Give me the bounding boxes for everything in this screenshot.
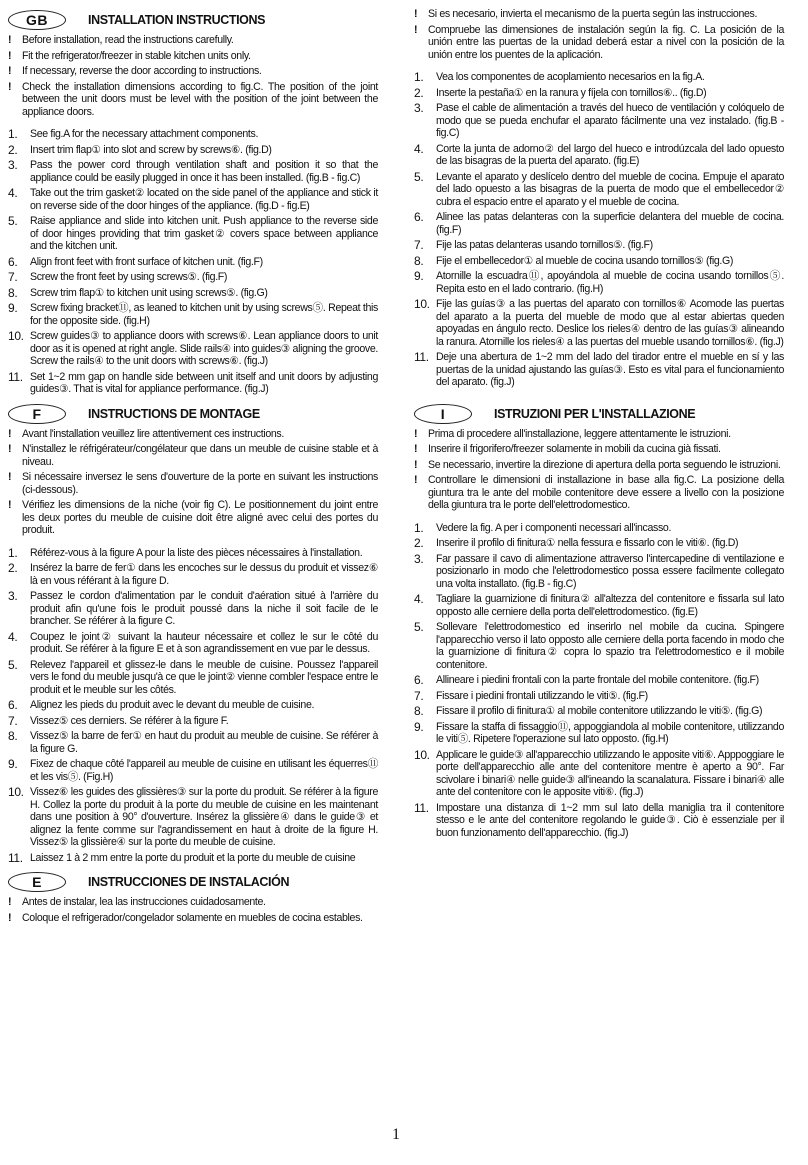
note-text: Prima di procedere all'installazione, leggere attentamente le istruzioni. bbox=[428, 427, 731, 440]
step-item bbox=[8, 590, 378, 628]
step-number: 9. bbox=[414, 269, 424, 283]
left-column bbox=[8, 8, 378, 930]
note-text: Inserire il frigorifero/freezer solamente in mobili da cucina già fissati. bbox=[428, 443, 721, 455]
step-item bbox=[8, 659, 378, 697]
step-number: 5. bbox=[414, 169, 424, 184]
step-number: 2. bbox=[8, 561, 18, 575]
warning-note bbox=[8, 34, 378, 47]
exclamation-icon: ! bbox=[8, 499, 12, 511]
step-item bbox=[8, 631, 378, 656]
note-text: Vérifiez les dimensions de la niche (voir fig C). Le positionnement du joint entre les deux portes du meuble de cuisine doit être aligné avec celui des portes du produit. bbox=[22, 499, 378, 536]
step-item bbox=[414, 351, 784, 389]
step-text: Take out the trim gasket② located on the side panel of the appliance and stick it on reverse side of the door hinges of the appliance. (fig.D - fig.E) bbox=[30, 187, 378, 212]
step-text: Deje una abertura de 1~2 mm del lado del tirador entre el mueble en sí y las puertas de la unidad ajustando las guías③. Esto es vital para el funcionamiento del aparato. (fig.J) bbox=[436, 351, 784, 388]
step-text: Screw trim flap① to kitchen unit using screws⑤. (fig.G) bbox=[30, 286, 268, 299]
warning-note bbox=[8, 896, 378, 909]
exclamation-icon: ! bbox=[8, 443, 12, 455]
step-text: Passez le cordon d'alimentation par le conduit d'aération situé à l'arrière du produit afin qu'une fois le produit poussé dans la niche il soit facile de le brancher. Se référer à la figure C. bbox=[30, 590, 378, 627]
step-number: 11. bbox=[8, 850, 23, 865]
step-item bbox=[414, 522, 784, 535]
warning-note bbox=[414, 443, 784, 456]
step-item bbox=[414, 593, 784, 618]
step-number: 3. bbox=[8, 589, 18, 603]
step-item bbox=[8, 128, 378, 141]
step-number: 1. bbox=[414, 520, 424, 535]
step-text: Référez-vous à la figure A pour la liste des pièces nécessaires à l'installation. bbox=[30, 546, 363, 559]
warning-note bbox=[414, 428, 784, 441]
note-text: Avant l'installation veuillez lire attentivement ces instructions. bbox=[22, 427, 284, 440]
exclamation-icon: ! bbox=[414, 458, 418, 471]
exclamation-icon: ! bbox=[414, 427, 418, 440]
step-text: Vissez⑥ les guides des glissières③ sur la porte du produit. Se référer à la figure H. Collez la porte du produit à la porte du meuble de cuisine en les maintenant dans une position à 90° d'ouverture. Insérez la glissière④ dans le guide③ et alignez la fente comme sur l'agrandissement en haut à droite de la figure H. Vissez⑤ la glissière④ sur la porte du meuble de cuisine. bbox=[30, 786, 378, 848]
spacer bbox=[8, 121, 378, 128]
note-text: Si nécessaire inversez le sens d'ouverture de la porte en suivant les instructions (ci-dessous). bbox=[22, 471, 378, 496]
spacer bbox=[414, 64, 784, 71]
exclamation-icon: ! bbox=[8, 911, 12, 924]
step-number: 2. bbox=[8, 142, 18, 157]
step-number: 11. bbox=[8, 369, 23, 384]
section-header bbox=[8, 8, 378, 32]
step-number: 8. bbox=[8, 729, 18, 743]
spacer bbox=[8, 540, 378, 547]
step-item bbox=[8, 371, 378, 396]
note-text: Before installation, read the instructions carefully. bbox=[22, 34, 234, 46]
step-text: Vissez⑤ ces derniers. Se référer à la figure F. bbox=[30, 714, 229, 727]
note-text: Si es necesario, invierta el mecanismo de la puerta según las instrucciones. bbox=[428, 8, 758, 20]
step-number: 10. bbox=[414, 747, 430, 762]
step-item bbox=[8, 271, 378, 284]
warning-note bbox=[414, 459, 784, 472]
step-item bbox=[8, 715, 378, 728]
exclamation-icon: ! bbox=[8, 896, 12, 908]
step-item bbox=[8, 287, 378, 300]
exclamation-icon: ! bbox=[8, 49, 12, 62]
step-text: Corte la junta de adorno② del largo del hueco e introdúzcala del lado opuesto de las bisagras de la puerta del aparato. (fig.E) bbox=[436, 142, 784, 167]
step-text: Vissez⑤ la barre de fer① en haut du produit au meuble de cuisine. Se référer à la figure G. bbox=[30, 730, 378, 755]
section-header bbox=[414, 402, 784, 426]
warning-note bbox=[8, 471, 378, 496]
step-item bbox=[8, 758, 378, 783]
step-item bbox=[414, 674, 784, 687]
step-number: 4. bbox=[8, 186, 18, 200]
step-item bbox=[414, 721, 784, 746]
step-number: 6. bbox=[8, 698, 18, 712]
step-number: 3. bbox=[8, 158, 18, 172]
step-item bbox=[414, 102, 784, 140]
exclamation-icon: ! bbox=[414, 443, 418, 455]
step-text: Align front feet with front surface of kitchen unit. (fig.F) bbox=[30, 255, 263, 268]
step-item bbox=[8, 215, 378, 253]
step-number: 5. bbox=[414, 620, 424, 634]
step-item bbox=[8, 730, 378, 755]
language-badge: GB bbox=[8, 10, 66, 30]
step-item bbox=[8, 187, 378, 212]
section-title: INSTRUCCIONES DE INSTALACIÓN bbox=[88, 875, 290, 889]
warning-note bbox=[8, 499, 378, 537]
language-badge: F bbox=[8, 404, 66, 424]
step-number: 4. bbox=[8, 629, 18, 644]
step-text: Levante el aparato y deslícelo dentro del mueble de cocina. Empuje el aparato del lado opuesto a las bisagras de la puerta de modo que el embellecedor② cubra el espacio entre el aparato y el mueble de cocina. bbox=[436, 170, 784, 208]
step-item bbox=[8, 144, 378, 157]
step-item bbox=[414, 255, 784, 268]
step-item bbox=[414, 143, 784, 168]
step-number: 3. bbox=[414, 101, 424, 115]
section-title: INSTALLATION INSTRUCTIONS bbox=[88, 13, 266, 27]
language-badge: E bbox=[8, 872, 66, 892]
step-number: 1. bbox=[8, 545, 18, 560]
step-text: Fissare il profilo di finitura① al mobile contenitore utilizzando le viti⑤. (fig.G) bbox=[436, 705, 763, 717]
exclamation-icon: ! bbox=[8, 34, 12, 46]
section-title: INSTRUCTIONS DE MONTAGE bbox=[88, 406, 260, 421]
step-item bbox=[8, 699, 378, 712]
step-number: 4. bbox=[414, 592, 424, 606]
step-number: 8. bbox=[414, 253, 424, 268]
warning-note bbox=[414, 474, 784, 512]
note-text: Check the installation dimensions according to fig.C. The position of the joint between the unit doors must be level with the position of the joint between the appliance doors. bbox=[22, 80, 378, 118]
step-number: 7. bbox=[8, 713, 18, 728]
exclamation-icon: ! bbox=[414, 474, 418, 486]
step-item bbox=[414, 211, 784, 236]
step-number: 6. bbox=[8, 254, 18, 269]
exclamation-icon: ! bbox=[414, 8, 418, 20]
step-item bbox=[8, 302, 378, 327]
step-item bbox=[414, 553, 784, 591]
step-text: Impostare una distanza di 1~2 mm sul lato della maniglia tra il contenitore stesso e le ante del contenitore regolando le guide③. Ciò è essenziale per il buon funzionamento dell'apparecchio. (fig.J) bbox=[436, 801, 784, 839]
step-item bbox=[414, 270, 784, 295]
page-number: 1 bbox=[392, 1126, 400, 1143]
section-e-continued bbox=[414, 8, 784, 389]
step-number: 11. bbox=[414, 800, 429, 815]
step-number: 9. bbox=[8, 757, 18, 771]
step-number: 1. bbox=[414, 70, 424, 84]
step-item bbox=[414, 239, 784, 252]
step-text: Screw guides③ to appliance doors with screws⑥. Lean appliance doors to unit door as it is opened at right angle. Slide rails④ into guides③ aligning the groove. Screw the rails④ to the unit doors with screws⑥. (fig.J) bbox=[30, 330, 379, 367]
note-text: If necessary, reverse the door according to instructions. bbox=[22, 65, 262, 77]
step-text: Alinee las patas delanteras con la superficie delantera del mueble de cocina. (fig.F) bbox=[436, 211, 784, 236]
section-i bbox=[414, 402, 784, 840]
step-item bbox=[414, 621, 784, 671]
step-item bbox=[414, 171, 784, 209]
step-item bbox=[414, 71, 784, 84]
step-number: 9. bbox=[8, 301, 18, 315]
step-number: 7. bbox=[414, 238, 424, 252]
step-item bbox=[414, 705, 784, 718]
step-number: 7. bbox=[8, 270, 18, 284]
step-number: 10. bbox=[414, 297, 430, 311]
step-text: Pass the power cord through ventilation shaft and position it so that the appliance could be easily plugged in once it has been installed. (fig.B - fig.C) bbox=[30, 159, 378, 184]
step-text: Sollevare l'elettrodomestico ed inserirlo nel mobile da cucina. Spingere l'apparecchio verso il lato opposto alle cerniere della porta facendo in modo che la guarnizione di finitura② copra lo spazio tra l'elettrodomestico e il mobile contenitore. bbox=[436, 621, 784, 671]
warning-note bbox=[8, 443, 378, 468]
section-title: ISTRUZIONI PER L'INSTALLAZIONE bbox=[494, 406, 696, 421]
step-text: Vedere la fig. A per i componenti necessari all'incasso. bbox=[436, 521, 672, 534]
step-text: Screw fixing bracket⑪, as leaned to kitchen unit by using screws⑤. Repeat this for the opposite side. (fig.H) bbox=[30, 302, 378, 327]
step-number: 8. bbox=[8, 285, 18, 300]
step-text: Raise appliance and slide into kitchen unit. Push appliance to the reverse side of door hinges providing that trim gasket② covers space between appliance and the kitchen unit. bbox=[30, 215, 378, 252]
warning-note bbox=[414, 8, 784, 21]
step-number: 5. bbox=[8, 657, 18, 672]
warning-note bbox=[8, 81, 378, 119]
step-item bbox=[8, 786, 378, 849]
step-number: 11. bbox=[414, 350, 429, 364]
step-item bbox=[8, 330, 378, 368]
step-text: Fissare i piedini frontali utilizzando le viti⑤. (fig.F) bbox=[436, 689, 648, 702]
step-number: 6. bbox=[414, 210, 424, 224]
step-text: Pase el cable de alimentación a través del hueco de ventilación y colóquelo de modo que se pueda enchufar el aparato fácilmente una vez instalado. (fig.B - fig.C) bbox=[436, 102, 784, 139]
step-text: Laissez 1 à 2 mm entre la porte du produit et la porte du meuble de cuisine bbox=[30, 851, 356, 864]
warning-note bbox=[414, 24, 784, 62]
step-text: Inserire il profilo di finitura① nella fessura e fissarlo con le viti⑥. (fig.D) bbox=[436, 537, 739, 549]
note-text: Fit the refrigerator/freezer in stable kitchen units only. bbox=[22, 49, 251, 62]
step-text: See fig.A for the necessary attachment components. bbox=[30, 128, 259, 140]
step-item bbox=[414, 87, 784, 100]
section-gb bbox=[8, 8, 378, 396]
step-text: Insérez la barre de fer① dans les encoches sur le dessus du produit et vissez⑥ là en vous référant à la figure D. bbox=[30, 562, 378, 587]
note-text: Compruebe las dimensiones de instalación según la fig. C. La posición de la unión entre las puertas de la unidad deberá estar a nivel con la posición de la unión entre los puentes de la aplicación. bbox=[428, 23, 784, 61]
warning-note bbox=[8, 428, 378, 441]
step-item bbox=[414, 690, 784, 703]
note-text: Controllare le dimensioni di installazione in base alla fig.C. La posizione della giuntura tra le ante del mobile contenitore deve essere a livello con la posizione della giuntura tra le porte dell'elettrodomestico. bbox=[428, 474, 784, 511]
step-text: Insert trim flap① into slot and screw by screws⑥. (fig.D) bbox=[30, 143, 272, 156]
exclamation-icon: ! bbox=[8, 427, 12, 440]
right-column bbox=[414, 8, 784, 845]
step-text: Vea los componentes de acoplamiento necesarios en la fig.A. bbox=[436, 71, 705, 83]
step-text: Atornille la escuadra⑪, apoyándola al mueble de cocina usando tornillos⑤. Repita esto en el lado contrario. (fig.H) bbox=[436, 270, 784, 295]
exclamation-icon: ! bbox=[8, 471, 12, 483]
section-e-start bbox=[8, 870, 378, 924]
step-number: 9. bbox=[414, 719, 424, 734]
step-item bbox=[414, 749, 784, 799]
note-text: N'installez le réfrigérateur/congélateur que dans un meuble de cuisine stable et à niveau. bbox=[22, 443, 378, 468]
step-item bbox=[414, 537, 784, 550]
step-text: Fixez de chaque côté l'appareil au meuble de cuisine en utilisant les équerres⑪ et les vis⑤. (Fig.H) bbox=[30, 758, 378, 783]
step-text: Fissare la staffa di fissaggio⑪, appoggiandola al mobile contenitore, utilizzando le viti⑤. Ripetere l'operazione sul lato opposto. (fig.H) bbox=[436, 720, 784, 745]
step-item bbox=[8, 562, 378, 587]
step-number: 2. bbox=[414, 85, 424, 100]
warning-note bbox=[8, 912, 378, 925]
exclamation-icon: ! bbox=[8, 80, 12, 93]
language-badge: I bbox=[414, 404, 472, 424]
step-text: Fije el embellecedor① al mueble de cocina usando tornillos⑤ (fig.G) bbox=[436, 254, 734, 267]
step-item bbox=[8, 852, 378, 865]
step-text: Far passare il cavo di alimentazione attraverso l'intercapedine di ventilazione e posizionarlo in modo che l'elettrodomestico possa essere facilmente collegato una volta installato. (fig.B - fig.C) bbox=[436, 552, 784, 590]
step-number: 10. bbox=[8, 785, 24, 799]
section-header bbox=[8, 402, 378, 426]
step-text: Coupez le joint② suivant la hauteur nécessaire et collez le sur le côté du produit. Se référer à la figure E et à son agrandissement en vue par le dessus. bbox=[30, 630, 378, 655]
step-number: 10. bbox=[8, 329, 24, 343]
warning-note bbox=[8, 50, 378, 63]
note-text: Coloque el refrigerador/congelador solamente en muebles de cocina estables. bbox=[22, 911, 363, 924]
exclamation-icon: ! bbox=[8, 65, 12, 77]
step-item bbox=[414, 298, 784, 348]
step-item bbox=[8, 547, 378, 560]
warning-note bbox=[8, 65, 378, 78]
exclamation-icon: ! bbox=[414, 23, 418, 36]
step-text: Set 1~2 mm gap on handle side between unit itself and unit doors by adjusting guides③. That is vital for appliance performance. (fig.J) bbox=[30, 370, 378, 395]
step-number: 5. bbox=[8, 214, 18, 228]
step-item bbox=[8, 159, 378, 184]
step-text: Screw the front feet by using screws⑤. (fig.F) bbox=[30, 271, 228, 283]
step-item bbox=[414, 802, 784, 840]
step-number: 4. bbox=[414, 141, 424, 156]
section-f bbox=[8, 402, 378, 865]
step-number: 1. bbox=[8, 127, 18, 141]
step-item bbox=[8, 256, 378, 269]
step-text: Alignez les pieds du produit avec le devant du meuble de cuisine. bbox=[30, 699, 315, 711]
step-text: Tagliare la guarnizione di finitura② all'altezza del contenitore e fissarla sul lato opposto alle cerniere della porta dell'elettrodomestico. (fig.E) bbox=[436, 593, 784, 618]
step-text: Fije las guías③ a las puertas del aparato con tornillos⑥ Acomode las puertas del aparato a la puerta del mueble de modo que al estar abiertas queden apoyadas en ángulo recto. Deslice los rieles④ dentro de las guías③ alineando la ranura. Atornille los rieles④ a las puertas del mueble usando tornillos⑥. (fig.J) bbox=[436, 298, 784, 348]
step-text: Inserte la pestaña① en la ranura y fíjela con tornillos⑥.. (fig.D) bbox=[436, 86, 707, 99]
step-number: 2. bbox=[414, 536, 424, 550]
step-number: 6. bbox=[414, 673, 424, 687]
step-text: Fije las patas delanteras usando tornillos⑤. (fig.F) bbox=[436, 239, 653, 251]
step-number: 3. bbox=[414, 551, 424, 566]
note-text: Antes de instalar, lea las instrucciones cuidadosamente. bbox=[22, 896, 266, 908]
note-text: Se necessario, invertire la direzione di apertura della porta seguendo le istruzioni. bbox=[428, 458, 781, 471]
step-text: Relevez l'appareil et glissez-le dans le meuble de cuisine. Poussez l'appareil vers le fond du meuble jusqu'à ce que le joint② vienne combler l'espace entre le produit et le meuble sur les côtés. bbox=[30, 658, 378, 696]
spacer bbox=[414, 515, 784, 522]
step-text: Applicare le guide③ all'apparecchio utilizzando le apposite viti⑥. Apppoggiare le porte dell'apparecchio alle ante del contenitore mentre è aperto a 90°. Far scivolare i binari④ nelle guide③ all'ineando la scanalatura. Fissare i binari④ alle ante del contenitore con le apposite viti⑥. (fig.J) bbox=[436, 748, 784, 798]
step-text: Allineare i piedini frontali con la parte frontale del mobile contenitore. (fig.F) bbox=[436, 674, 759, 686]
section-header bbox=[8, 870, 378, 894]
step-number: 7. bbox=[414, 688, 424, 703]
step-number: 8. bbox=[414, 704, 424, 718]
